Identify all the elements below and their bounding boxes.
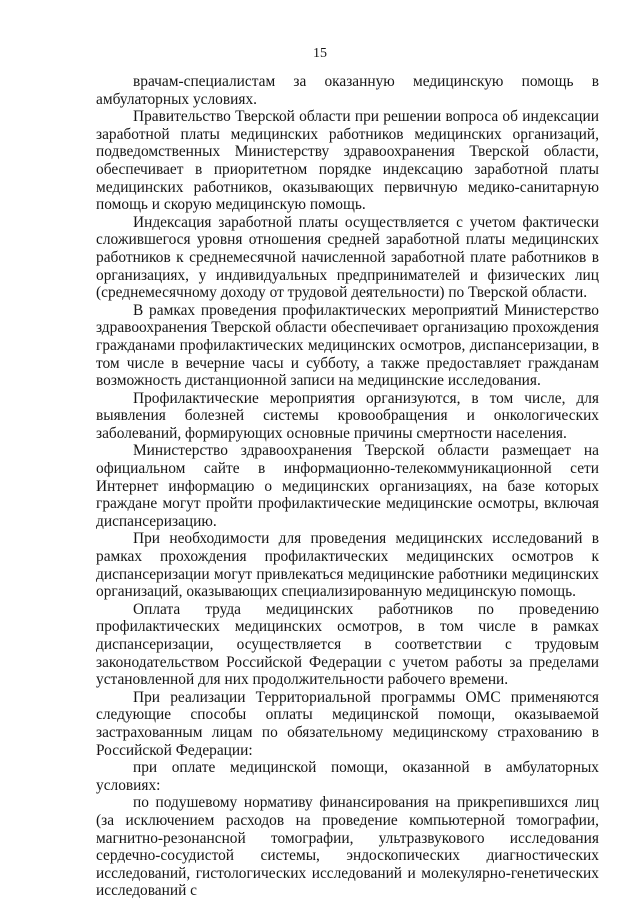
paragraph-per-capita-standard: по подушевому нормативу финансирования на прикрепившихся лиц (за исключением расходов на проведение компьютерной томографии, магнитно-резонансной томографии, ультразвукового исследования сердечно-сосудистой системы, эндоскопических диагностических исследований, гистологических исследований и молекулярно-генетических исследований с <box>96 794 599 900</box>
page-number: 15 <box>313 46 327 61</box>
paragraph-outpatient-payment: при оплате медицинской помощи, оказанной в амбулаторных условиях: <box>96 759 599 794</box>
paragraph-salary-indexation-priority: Правительство Тверской области при решении вопроса об индексации заработной платы медицинских работников медицинских организаций, подведомственных Министерству здравоохранения Тверской области, обеспечивает в приоритетном порядке индексацию заработной платы медицинских работников, оказывающих первичную медико-санитарную помощь и скорую медицинскую помощь. <box>96 108 599 214</box>
paragraph-indexation-basis: Индексация заработной платы осуществляется с учетом фактически сложившегося уровня отношения средней заработной платы медицинских работников к среднемесячной начисленной заработной плате работников в организациях, у индивидуальных предпринимателей и физических лиц (среднемесячному доходу от трудовой деятельности) по Тверской области. <box>96 213 599 302</box>
paragraph-labor-payment: Оплата труда медицинских работников по проведению профилактических медицинских осмотров, в том числе в рамках диспансеризации, осуществляется в соответствии с трудовым законодательством Российской Федерации с учетом работы за пределами установленной для них продолжительности рабочего времени. <box>96 600 599 689</box>
body-text <box>96 73 599 900</box>
paragraph-preventive-purpose: Профилактические мероприятия организуются, в том числе, для выявления болезней системы кровообращения и онкологических заболеваний, формирующих основные причины смертности населения. <box>96 389 599 442</box>
paragraph-payment-methods: При реализации Территориальной программы ОМС применяются следующие способы оплаты медицинской помощи, оказываемой застрахованным лицам по обязательному медицинскому страхованию в Российской Федерации: <box>96 688 599 759</box>
paragraph-official-website: Министерство здравоохранения Тверской области размещает на официальном сайте в информационно-телекоммуникационной сети Интернет информацию о медицинских организациях, на базе которых граждане могут пройти профилактические медицинские осмотры, включая диспансеризацию. <box>96 442 599 530</box>
paragraph-continuation: врачам-специалистам за оказанную медицинскую помощь в амбулаторных условиях. <box>96 73 599 108</box>
paragraph-specialists-involvement: При необходимости для проведения медицинских исследований в рамках прохождения профилактических медицинских осмотров к диспансеризации могут привлекаться медицинские работники медицинских организаций, оказывающих специализированную медицинскую помощь. <box>96 530 599 601</box>
paragraph-preventive-measures: В рамках проведения профилактических мероприятий Министерство здравоохранения Тверской области обеспечивает организацию прохождения гражданами профилактических медицинских осмотров, диспансеризации, в том числе в вечерние часы и субботу, а также предоставляет гражданам возможность дистанционной записи на медицинские исследования. <box>96 301 599 390</box>
